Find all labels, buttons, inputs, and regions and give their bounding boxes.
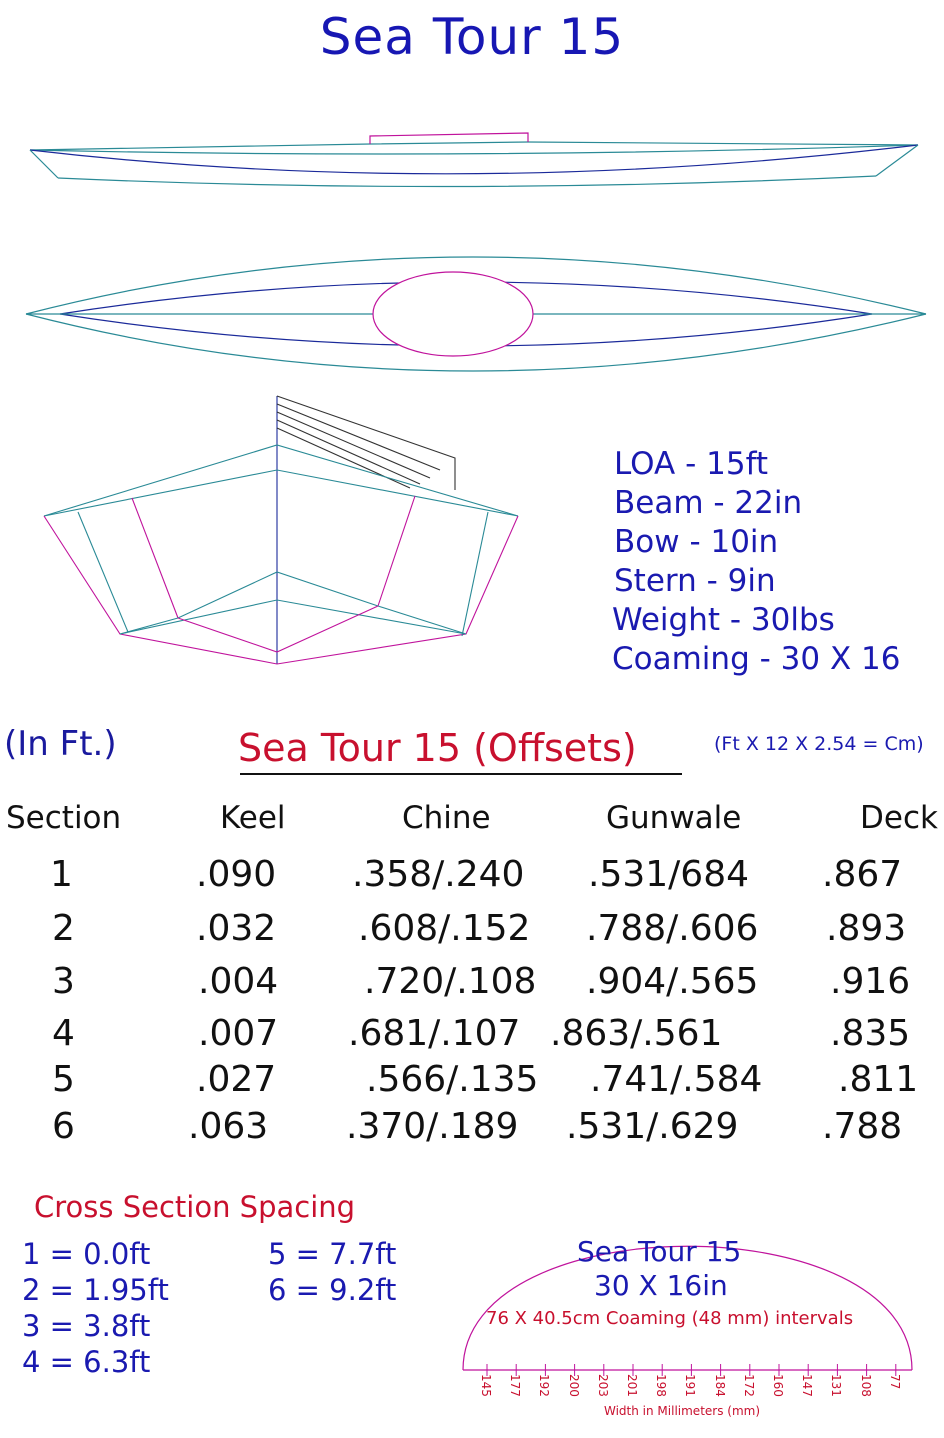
coaming-width-label: 203 [595, 1374, 610, 1397]
table-cell: .811 [838, 1059, 919, 1100]
coaming-title: Sea Tour 15 [577, 1235, 742, 1268]
table-cell: 3 [52, 961, 75, 1002]
spacing-title: Cross Section Spacing [34, 1190, 356, 1224]
page-title: Sea Tour 15 [319, 8, 625, 66]
conversion-formula: (Ft X 12 X 2.54 = Cm) [714, 733, 924, 755]
coaming-width-label: 108 [858, 1374, 873, 1397]
header-deck: Deck [860, 800, 938, 836]
table-cell: .893 [826, 908, 907, 949]
coaming-width-label: 147 [800, 1374, 815, 1397]
table-cell: .032 [196, 908, 277, 949]
coaming-width-label: 191 [683, 1374, 698, 1397]
table-cell: 1 [50, 854, 73, 895]
table-cell: .904/.565 [586, 961, 759, 1002]
coaming-width-label: 184 [712, 1374, 727, 1397]
plan-view [26, 257, 926, 371]
header-chine: Chine [402, 800, 491, 836]
table-cell: 5 [52, 1059, 75, 1100]
coaming-width-label: 198 [654, 1374, 669, 1397]
side-profile-view [30, 133, 918, 187]
coaming-width-label: 177 [508, 1374, 523, 1397]
table-cell: .916 [830, 961, 911, 1002]
coaming-width-label: 201 [625, 1374, 639, 1397]
table-cell: .788/.606 [586, 908, 759, 949]
table-cell: .566/.135 [366, 1059, 539, 1100]
coaming-width-label: 145 [479, 1374, 493, 1397]
coaming-width-label: 77 [887, 1374, 902, 1390]
spacing-item: 1 = 0.0ft [22, 1237, 151, 1271]
table-cell: .863/.561 [550, 1013, 723, 1054]
coaming-width-label: 200 [566, 1374, 581, 1397]
table-cell: .090 [196, 854, 277, 895]
header-keel: Keel [220, 800, 286, 836]
table-cell: .531/684 [588, 854, 749, 895]
table-cell: .720/.108 [364, 961, 537, 1002]
spec-stern: Stern - 9in [614, 563, 776, 599]
table-cell: .007 [198, 1013, 279, 1054]
hull-drawings [0, 0, 944, 700]
spec-bow: Bow - 10in [614, 524, 779, 560]
spacing-item: 4 = 6.3ft [22, 1345, 151, 1379]
spacing-item: 3 = 3.8ft [22, 1309, 151, 1343]
table-cell: .531/.629 [566, 1106, 739, 1147]
coaming-width-label: 131 [829, 1374, 844, 1397]
table-cell: .867 [822, 854, 903, 895]
units-note: (In Ft.) [4, 724, 117, 764]
table-cell: 6 [52, 1106, 75, 1147]
coaming-metric-note: 76 X 40.5cm Coaming (48 mm) intervals [486, 1308, 854, 1329]
spacing-item: 6 = 9.2ft [268, 1273, 397, 1307]
table-cell: 4 [52, 1013, 75, 1054]
table-cell: .370/.189 [346, 1106, 519, 1147]
coaming-width-label: 160 [771, 1374, 785, 1397]
table-cell: .681/.107 [348, 1013, 521, 1054]
header-section: Section [6, 800, 122, 836]
table-cell: .608/.152 [358, 908, 531, 949]
spec-loa: LOA - 15ft [614, 446, 769, 482]
table-cell: .004 [198, 961, 279, 1002]
spec-beam: Beam - 22in [614, 485, 803, 521]
table-cell: .788 [822, 1106, 903, 1147]
table-cell: .063 [188, 1106, 269, 1147]
spacing-item: 2 = 1.95ft [22, 1273, 169, 1307]
spec-weight: Weight - 30lbs [612, 602, 835, 638]
spacing-item: 5 = 7.7ft [268, 1237, 397, 1271]
coaming-width-label: 172 [741, 1374, 756, 1397]
header-gunwale: Gunwale [606, 800, 742, 836]
spec-coaming: Coaming - 30 X 16 [612, 641, 901, 677]
table-cell: 2 [52, 908, 75, 949]
offsets-title: Sea Tour 15 (Offsets) [238, 726, 637, 770]
table-cell: .835 [830, 1013, 911, 1054]
section-view [44, 396, 518, 664]
offsets-underline [240, 773, 682, 775]
table-cell: .358/.240 [352, 854, 525, 895]
table-cell: .027 [196, 1059, 277, 1100]
coaming-axis-label: Width in Millimeters (mm) [604, 1404, 761, 1418]
table-cell: .741/.584 [590, 1059, 763, 1100]
coaming-size: 30 X 16in [594, 1269, 728, 1302]
coaming-width-label: 192 [537, 1374, 552, 1397]
